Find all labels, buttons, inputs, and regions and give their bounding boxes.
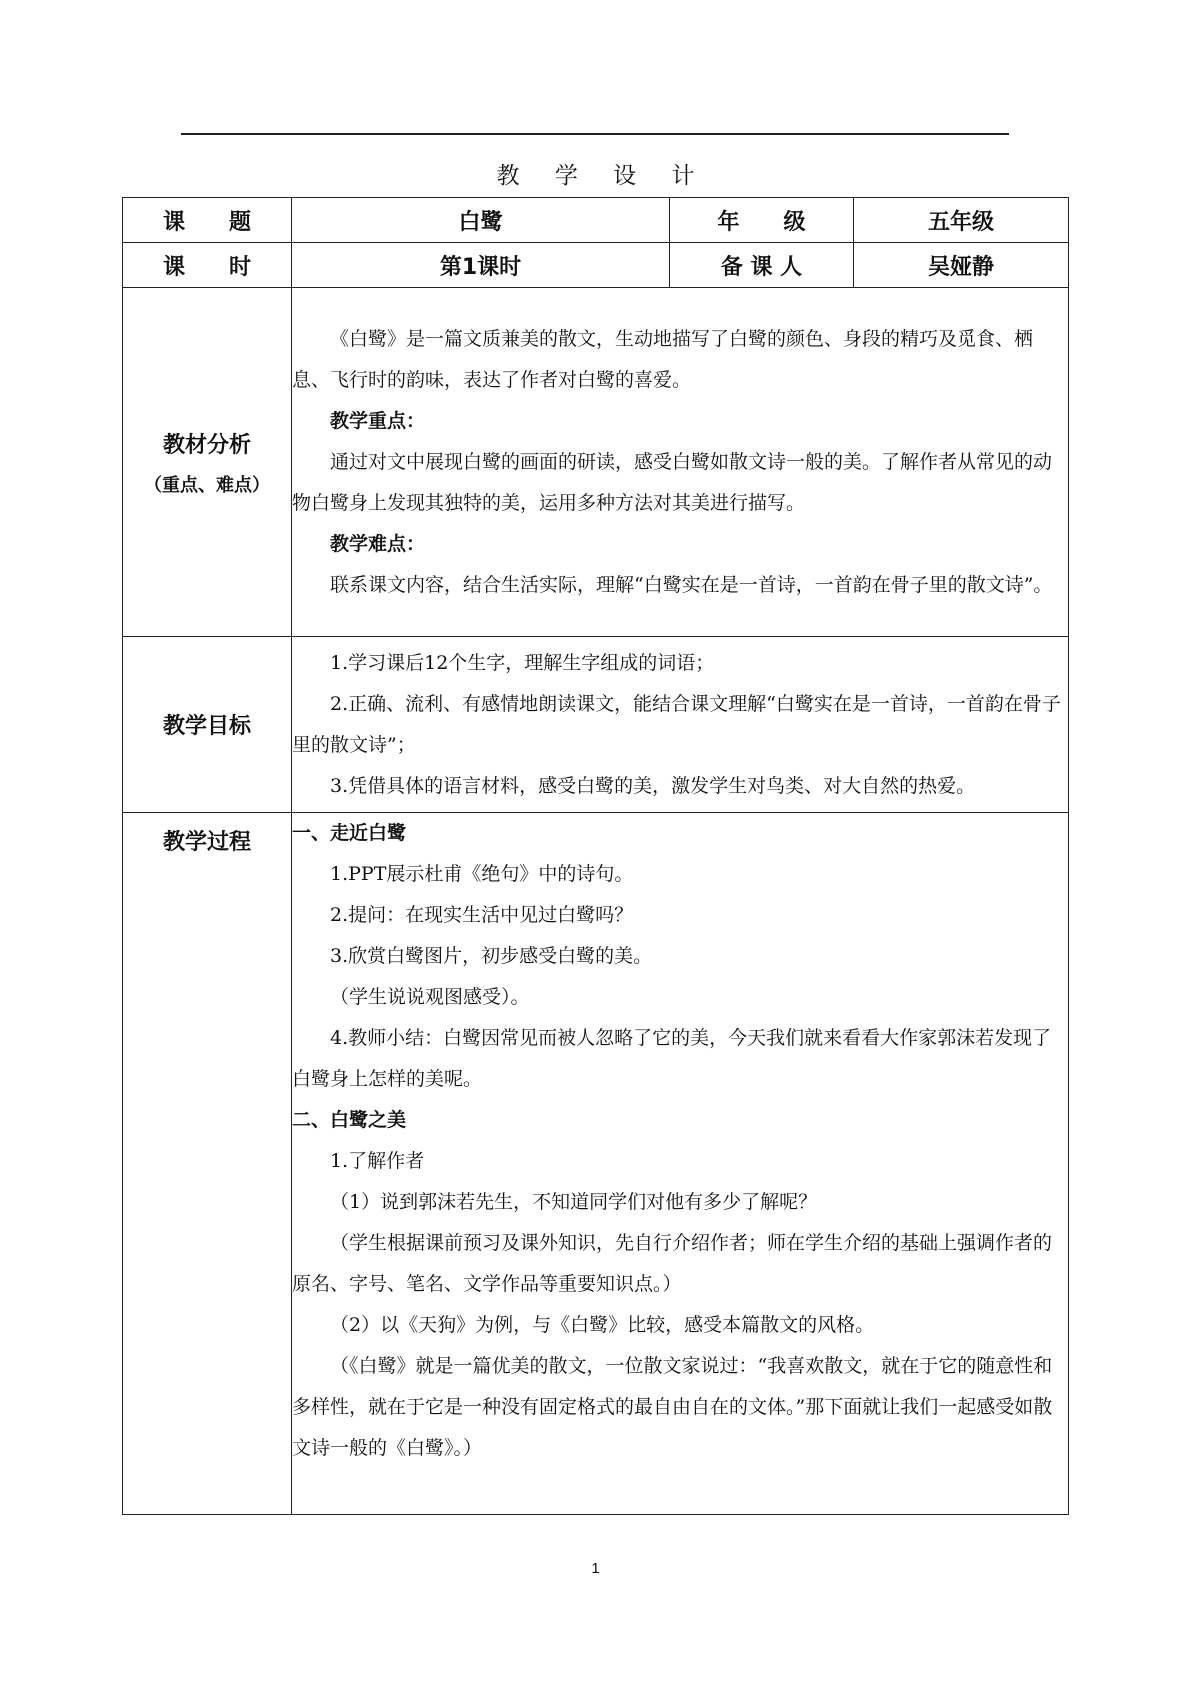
analysis-label: 教材分析 bbox=[162, 432, 251, 458]
process-line: 2.提问：在现实生活中见过白鹭吗？ bbox=[330, 904, 634, 926]
process-label-cell bbox=[123, 813, 292, 1515]
topic-label: 课 题 bbox=[123, 198, 292, 243]
objective-item: 2.正确、流利、有感情地朗读课文，能结合课文理解“白鹭实在是一首诗，一首韵在骨子里的散文诗”； bbox=[292, 692, 1061, 756]
analysis-paragraph: 联系课文内容，结合生活实际，理解“白鹭实在是一首诗，一首韵在骨子里的散文诗”。 bbox=[330, 573, 1053, 596]
objective-item: 1.学习课后12个生字，理解生字组成的词语； bbox=[330, 651, 715, 674]
process-line: （学生说说观图感受）。 bbox=[330, 986, 530, 1008]
process-content bbox=[292, 813, 1069, 1515]
lesson-plan-table bbox=[122, 197, 1069, 1515]
process-line: （2）以《天狗》为例，与《白鹭》比较，感受本篇散文的风格。 bbox=[330, 1314, 875, 1336]
header-row-2 bbox=[123, 243, 1069, 288]
period-value: 第1课时 bbox=[292, 243, 670, 288]
period-label: 课 时 bbox=[123, 243, 292, 288]
section-heading: 二、白鹭之美 bbox=[292, 1109, 407, 1131]
process-line: 4.教师小结：白鹭因常见而被人忽略了它的美，今天我们就来看看大作家郭沫若发现了白鹭身上怎样的美呢。 bbox=[292, 1027, 1052, 1090]
grade-value: 五年级 bbox=[854, 198, 1069, 243]
process-row bbox=[123, 813, 1069, 1515]
objectives-content bbox=[292, 637, 1069, 813]
objectives-row bbox=[123, 637, 1069, 813]
topic-value: 白鹭 bbox=[292, 198, 670, 243]
header-row-1 bbox=[123, 198, 1069, 243]
section-heading: 一、走近白鹭 bbox=[292, 822, 407, 844]
analysis-sublabel: （重点、难点） bbox=[144, 474, 270, 496]
analysis-label-cell bbox=[123, 288, 292, 637]
analysis-paragraph: 《白鹭》是一篇文质兼美的散文，生动地描写了白鹭的颜色、身段的精巧及觅食、栖息、飞行时的韵味，表达了作者对白鹭的喜爱。 bbox=[292, 327, 1034, 391]
analysis-row bbox=[123, 288, 1069, 637]
process-line: 3.欣赏白鹭图片，初步感受白鹭的美。 bbox=[330, 945, 653, 967]
analysis-content bbox=[292, 288, 1069, 637]
objectives-label-cell bbox=[123, 637, 292, 813]
objective-item: 3.凭借具体的语言材料，感受白鹭的美，激发学生对鸟类、对大自然的热爱。 bbox=[330, 774, 976, 797]
grade-label: 年 级 bbox=[670, 198, 854, 243]
objectives-label: 教学目标 bbox=[162, 714, 251, 739]
header-rule bbox=[181, 133, 1009, 135]
teacher-value: 吴娅静 bbox=[854, 243, 1069, 288]
page-number: 1 bbox=[591, 1560, 600, 1577]
analysis-paragraph: 通过对文中展现白鹭的画面的研读，感受白鹭如散文诗一般的美。了解作者从常见的动物白鹭身上发现其独特的美，运用多种方法对其美进行描写。 bbox=[292, 450, 1053, 514]
process-line: 1.了解作者 bbox=[330, 1150, 425, 1172]
document-title: 教 学 设 计 bbox=[496, 163, 709, 189]
process-line: （《白鹭》就是一篇优美的散文，一位散文家说过：“我喜欢散文，就在于它的随意性和多样性，就在于它是一种没有固定格式的最自由自在的文体。”那下面就让我们一起感受如散文诗一般的《白鹭》。） bbox=[292, 1355, 1053, 1459]
process-line: 1.PPT展示杜甫《绝句》中的诗句。 bbox=[330, 863, 634, 885]
process-label: 教学过程 bbox=[162, 830, 251, 855]
process-line: （1）说到郭沫若先生，不知道同学们对他有多少了解呢？ bbox=[330, 1191, 818, 1213]
key-points-heading: 教学重点： bbox=[330, 409, 426, 432]
difficult-points-heading: 教学难点： bbox=[330, 532, 426, 555]
process-line: （学生根据课前预习及课外知识，先自行介绍作者；师在学生介绍的基础上强调作者的原名、字号、笔名、文学作品等重要知识点。） bbox=[292, 1232, 1053, 1295]
teacher-label: 备 课 人 bbox=[670, 243, 854, 288]
